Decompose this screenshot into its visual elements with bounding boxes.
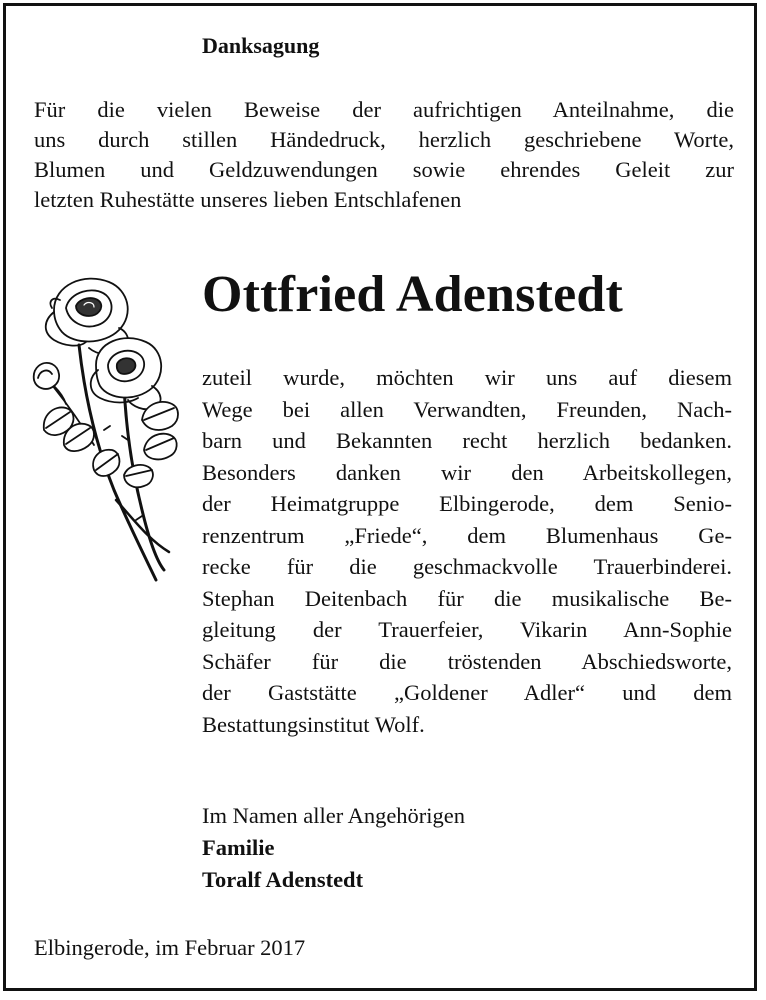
thanks-paragraph — [202, 362, 732, 740]
thanks-line: Stephan Deitenbach für die musikalische Be- — [202, 585, 732, 611]
intro-line: letzten Ruhestätte unseres lieben Entschlafenen — [34, 187, 462, 212]
signature-block — [202, 800, 465, 896]
family-name: Toralf Adenstedt — [202, 867, 364, 892]
thanks-line: Bestattungsinstitut Wolf. — [202, 711, 425, 737]
intro-line: Für die vielen Beweise der aufrichtigen Anteilnahme, die — [34, 97, 734, 122]
intro-paragraph — [34, 95, 734, 215]
deceased-name: Ottfried Adenstedt — [202, 266, 623, 323]
thanks-line: der Heimatgruppe Elbingerode, dem Senio- — [202, 491, 732, 516]
thanks-line: zuteil wurde, möchten wir uns auf diesem — [202, 365, 732, 390]
thanks-line: der Gaststätte „Goldener Adler“ und dem — [202, 680, 732, 705]
thanks-line: renzentrum „Friede“, dem Blumenhaus Ge- — [202, 522, 732, 548]
thanks-line: Besonders danken wir den Arbeitskollegen, — [202, 459, 732, 485]
on-behalf-text: Im Namen aller Angehörigen — [202, 803, 466, 828]
family-label: Familie — [202, 835, 275, 860]
thanks-line: Schäfer für die tröstenden Abschiedsworte, — [202, 648, 732, 674]
intro-line: Blumen und Geldzuwendungen sowie ehrendes Geleit zur — [34, 157, 734, 182]
rose-icon — [24, 270, 184, 590]
thanks-line: recke für die geschmackvolle Trauerbinderei. — [202, 554, 732, 579]
place-date: Elbingerode, im Februar 2017 — [34, 935, 306, 960]
thanks-line: barn und Bekannten recht herzlich bedanken. — [202, 428, 732, 453]
thanks-line: Wege bei allen Verwandten, Freunden, Nach- — [202, 396, 732, 422]
intro-line: uns durch stillen Händedruck, herzlich geschriebene Worte, — [34, 127, 734, 152]
notice-heading: Danksagung — [202, 33, 320, 58]
thanks-line: gleitung der Trauerfeier, Vikarin Ann-Sophie — [202, 617, 732, 642]
